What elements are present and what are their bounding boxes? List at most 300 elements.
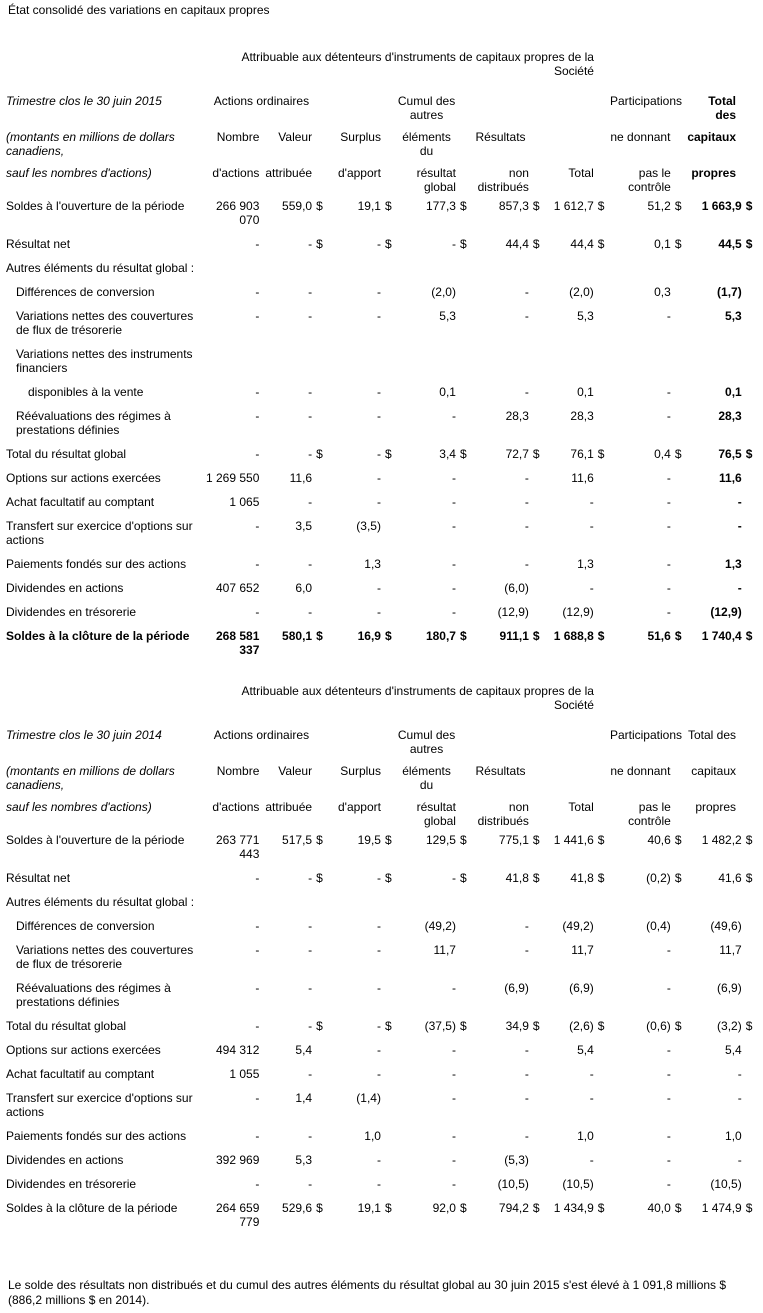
value-cell: 11,6 <box>289 471 313 485</box>
header-total-column: Total <box>568 166 594 180</box>
value-cell: 0,1 <box>577 385 594 399</box>
value-cell: 266 903 070 <box>216 199 260 227</box>
currency-symbol <box>744 938 756 976</box>
value-cell: 794,2 <box>498 1201 529 1215</box>
spacer-cell <box>673 756 685 792</box>
value-cell: 1 434,9 <box>553 1201 594 1215</box>
value-cell: 129,5 <box>425 833 456 847</box>
currency-symbol <box>458 576 470 600</box>
spacer-cell <box>531 122 608 158</box>
header-cumul: Cumul des autres <box>397 94 456 122</box>
value-cell: - <box>524 285 529 299</box>
header-total-column: Total <box>568 800 594 814</box>
value-cell: - <box>308 1129 313 1143</box>
value-cell: - <box>524 309 529 323</box>
value-cell: - <box>376 471 381 485</box>
value-cell: - <box>524 1091 529 1105</box>
value-cell <box>326 890 383 914</box>
currency-symbol: $ <box>384 237 392 251</box>
value-cell: - <box>376 919 381 933</box>
table-row <box>4 1148 756 1172</box>
value-cell: - <box>589 1091 594 1105</box>
value-cell: - <box>451 495 456 509</box>
header-cumul-elements: éléments du <box>402 764 451 792</box>
currency-symbol <box>744 600 756 624</box>
currency-symbol <box>531 576 543 600</box>
value-cell: - <box>376 1067 381 1081</box>
value-cell: - <box>451 1043 456 1057</box>
currency-symbol <box>458 256 470 280</box>
currency-symbol: $ <box>316 629 323 643</box>
value-cell: 1,4 <box>295 1091 313 1105</box>
value-cell: 407 652 <box>216 581 260 595</box>
row-label: Options sur actions exercées <box>6 1043 161 1057</box>
header-valeur: Valeur <box>278 764 313 778</box>
currency-symbol: $ <box>316 237 323 251</box>
currency-symbol <box>383 938 395 976</box>
value-cell <box>261 342 314 380</box>
row-label: Dividendes en actions <box>6 1153 124 1167</box>
currency-symbol <box>596 976 608 1014</box>
currency-symbol <box>314 342 326 380</box>
currency-symbol <box>458 1172 470 1196</box>
value-cell: - <box>737 1153 742 1167</box>
column-header-row <box>4 84 756 122</box>
value-cell: - <box>308 1067 313 1081</box>
value-cell: - <box>524 519 529 533</box>
spacer-cell <box>383 792 395 828</box>
spacer-cell <box>383 122 395 158</box>
table-row <box>4 280 756 304</box>
value-cell: 11,7 <box>571 943 594 957</box>
currency-symbol <box>673 280 685 304</box>
value-cell: - <box>255 1019 260 1033</box>
header-non-distribues: non distribués <box>477 166 529 194</box>
header-resultats: Résultats <box>475 764 526 778</box>
currency-symbol <box>531 552 543 576</box>
currency-symbol <box>673 1086 685 1124</box>
currency-symbol: $ <box>459 871 467 885</box>
spacer-cell <box>383 756 395 792</box>
currency-symbol <box>673 304 685 342</box>
value-cell: 1 269 550 <box>206 471 260 485</box>
currency-symbol: $ <box>674 1201 682 1215</box>
currency-symbol: $ <box>459 447 467 461</box>
currency-symbol <box>314 466 326 490</box>
header-propres: propres <box>695 800 736 814</box>
table-row <box>4 1124 756 1148</box>
value-cell: 1,0 <box>725 1129 742 1143</box>
currency-symbol: $ <box>532 871 540 885</box>
currency-symbol <box>673 576 685 600</box>
currency-symbol <box>596 304 608 342</box>
currency-symbol <box>673 938 685 976</box>
value-cell: - <box>737 495 742 509</box>
value-cell: 1 688,8 <box>553 629 594 643</box>
value-cell <box>685 256 744 280</box>
currency-symbol <box>673 1062 685 1086</box>
value-cell <box>197 256 262 280</box>
value-cell: - <box>451 519 456 533</box>
value-cell: (2,0) <box>569 285 594 299</box>
row-label: Soldes à la clôture de la période <box>6 629 190 643</box>
currency-symbol <box>744 514 756 552</box>
value-cell: 177,3 <box>425 199 456 213</box>
value-cell: - <box>255 919 260 933</box>
value-cell: (5,3) <box>504 1153 529 1167</box>
currency-symbol <box>744 890 756 914</box>
value-cell: 180,7 <box>425 629 456 643</box>
currency-symbol: $ <box>316 1019 323 1033</box>
currency-symbol <box>314 890 326 914</box>
footnote: Le solde des résultats non distribués et du cumul des autres éléments du résultat global au 30 juin 2015 s'est élevé à 1 091,8 millions $ (886,2 millions $ en 2014). <box>8 1278 727 1307</box>
currency-symbol <box>531 380 543 404</box>
currency-symbol <box>596 256 608 280</box>
value-cell: 16,9 <box>357 629 381 643</box>
row-label: Soldes à l'ouverture de la période <box>6 199 185 213</box>
currency-symbol <box>314 514 326 552</box>
value-cell: 517,5 <box>282 833 313 847</box>
table-row <box>4 914 756 938</box>
value-cell: - <box>308 557 313 571</box>
currency-symbol <box>596 1086 608 1124</box>
value-cell: 0,1 <box>725 385 742 399</box>
currency-symbol <box>673 1148 685 1172</box>
value-cell: 1 055 <box>229 1067 260 1081</box>
currency-symbol <box>596 466 608 490</box>
value-cell: (12,9) <box>497 605 529 619</box>
currency-symbol: $ <box>532 1201 540 1215</box>
header-pas-le-controle: pas le contrôle <box>628 166 671 194</box>
value-cell: - <box>255 309 260 323</box>
value-cell: - <box>451 605 456 619</box>
value-cell: 494 312 <box>216 1043 260 1057</box>
header-cumul-elements: éléments du <box>402 130 451 158</box>
spacer-cell <box>673 122 685 158</box>
value-cell: 19,5 <box>357 833 381 847</box>
value-cell: - <box>308 1019 313 1033</box>
currency-symbol: $ <box>745 1019 753 1033</box>
header-dapport: d'apport <box>337 800 381 814</box>
currency-symbol <box>596 914 608 938</box>
value-cell: 5,3 <box>725 309 742 323</box>
value-cell: (12,9) <box>710 605 742 619</box>
row-label: Différences de conversion <box>16 919 155 933</box>
row-label: Transfert sur exercice d'options sur actions <box>6 1091 193 1119</box>
value-cell: 0,3 <box>654 285 671 299</box>
value-cell <box>608 256 673 280</box>
value-cell: 559,0 <box>282 199 313 213</box>
value-cell: (37,5) <box>424 1019 456 1033</box>
spacer-cell <box>458 792 470 828</box>
value-cell: - <box>255 981 260 995</box>
spacer-cell <box>326 718 395 756</box>
header-resultat-global: résultat global <box>416 800 456 828</box>
value-cell: 51,2 <box>647 199 671 213</box>
header-pas-le-controle: pas le contrôle <box>628 800 671 828</box>
currency-symbol <box>596 342 608 380</box>
currency-symbol <box>458 490 470 514</box>
currency-symbol <box>383 514 395 552</box>
currency-symbol <box>744 280 756 304</box>
spacer-cell <box>314 792 326 828</box>
value-cell: - <box>666 943 671 957</box>
row-label: Autres éléments du résultat global : <box>6 261 195 275</box>
currency-symbol <box>673 890 685 914</box>
value-cell: (6,0) <box>504 581 529 595</box>
currency-symbol <box>531 890 543 914</box>
spacer-cell <box>4 50 197 84</box>
row-label: Dividendes en actions <box>6 581 124 595</box>
header-actions-ordinaires: Actions ordinaires <box>213 94 310 108</box>
currency-symbol: $ <box>384 871 392 885</box>
currency-symbol: $ <box>316 447 323 461</box>
currency-symbol <box>458 342 470 380</box>
value-cell: - <box>589 1153 594 1167</box>
value-cell: 11,6 <box>719 471 742 485</box>
value-cell: - <box>255 943 260 957</box>
currency-symbol: $ <box>597 237 605 251</box>
currency-symbol: $ <box>459 199 467 213</box>
currency-symbol: $ <box>459 1019 467 1033</box>
currency-symbol <box>596 1062 608 1086</box>
currency-symbol: $ <box>316 871 323 885</box>
column-header-row <box>4 718 756 756</box>
table-row <box>4 938 756 976</box>
currency-symbol <box>314 280 326 304</box>
period-label: Trimestre clos le 30 juin 2014 <box>6 728 162 742</box>
currency-symbol <box>383 280 395 304</box>
currency-symbol <box>383 304 395 342</box>
currency-symbol <box>383 1148 395 1172</box>
header-resultat-global: résultat global <box>416 166 456 194</box>
value-cell: 44,4 <box>570 237 594 251</box>
currency-symbol <box>744 1038 756 1062</box>
value-cell: - <box>376 237 381 251</box>
value-cell: - <box>376 409 381 423</box>
value-cell: 11,7 <box>719 943 742 957</box>
value-cell: 28,3 <box>570 409 594 423</box>
spacer-cell <box>314 756 326 792</box>
row-label: Transfert sur exercice d'options sur actions <box>6 519 193 547</box>
value-cell: - <box>666 1129 671 1143</box>
value-cell: (1,7) <box>717 285 742 299</box>
value-cell: 41,6 <box>718 871 742 885</box>
column-header-row <box>4 122 756 158</box>
table-row <box>4 194 756 232</box>
spacer-cell <box>458 756 470 792</box>
value-cell: 580,1 <box>282 629 313 643</box>
currency-symbol <box>673 976 685 1014</box>
value-cell: - <box>376 605 381 619</box>
value-cell <box>261 890 314 914</box>
value-cell: - <box>376 285 381 299</box>
value-cell: 41,8 <box>505 871 529 885</box>
currency-symbol <box>531 342 543 380</box>
row-label: Variations nettes des couvertures de flux de trésorerie <box>16 943 194 971</box>
value-cell: - <box>376 871 381 885</box>
value-cell: 392 969 <box>216 1153 260 1167</box>
currency-symbol <box>458 552 470 576</box>
header-attribuee: attribuée <box>265 800 313 814</box>
table-row <box>4 576 756 600</box>
value-cell: - <box>376 1019 381 1033</box>
row-label: Achat facultatif au comptant <box>6 495 155 509</box>
value-cell: 911,1 <box>499 629 529 643</box>
value-cell: 1,3 <box>364 557 381 571</box>
row-label: disponibles à la vente <box>28 385 144 399</box>
spacer-cell <box>531 792 543 828</box>
currency-symbol: $ <box>674 447 682 461</box>
currency-symbol <box>314 404 326 442</box>
value-cell: (3,5) <box>356 519 381 533</box>
value-cell <box>543 342 596 380</box>
value-cell: - <box>308 981 313 995</box>
currency-symbol <box>383 342 395 380</box>
header-ne-donnant: ne donnant <box>610 130 671 144</box>
currency-symbol <box>531 1148 543 1172</box>
value-cell: - <box>255 519 260 533</box>
currency-symbol <box>744 976 756 1014</box>
currency-symbol <box>383 552 395 576</box>
currency-symbol <box>314 1172 326 1196</box>
currency-symbol <box>596 576 608 600</box>
row-label: Total du résultat global <box>6 447 127 461</box>
row-label: Différences de conversion <box>16 285 155 299</box>
equity-table-2014 <box>4 684 756 1234</box>
value-cell: - <box>308 237 313 251</box>
table-row <box>4 552 756 576</box>
table-row <box>4 342 756 380</box>
attribution-header-row <box>4 50 756 84</box>
value-cell: - <box>451 1067 456 1081</box>
row-label: Variations nettes des instruments financiers <box>16 347 193 375</box>
spacer-cell <box>531 158 543 194</box>
currency-symbol: $ <box>674 237 682 251</box>
value-cell: 529,6 <box>282 1201 313 1215</box>
currency-symbol <box>596 1038 608 1062</box>
attribution-header: Attribuable aux détenteurs d'instruments de capitaux propres de la Société <box>241 684 594 712</box>
currency-symbol: $ <box>532 447 540 461</box>
value-cell: - <box>666 1091 671 1105</box>
value-cell: - <box>666 581 671 595</box>
value-cell: - <box>666 471 671 485</box>
currency-symbol <box>314 600 326 624</box>
currency-symbol <box>673 552 685 576</box>
header-actions-ordinaires: Actions ordinaires <box>213 728 310 742</box>
value-cell: (49,6) <box>710 919 742 933</box>
value-cell: 1 740,4 <box>701 629 742 643</box>
value-cell: - <box>308 919 313 933</box>
value-cell: - <box>255 409 260 423</box>
table-row <box>4 890 756 914</box>
value-cell: - <box>589 581 594 595</box>
currency-symbol <box>673 256 685 280</box>
currency-symbol <box>531 1062 543 1086</box>
value-cell: - <box>524 1067 529 1081</box>
currency-symbol <box>744 1148 756 1172</box>
value-cell <box>470 342 531 380</box>
currency-symbol <box>744 1172 756 1196</box>
value-cell: - <box>666 1043 671 1057</box>
currency-symbol <box>673 600 685 624</box>
value-cell: - <box>451 1153 456 1167</box>
currency-symbol <box>383 914 395 938</box>
currency-symbol <box>673 466 685 490</box>
value-cell: (6,9) <box>717 981 742 995</box>
table-row <box>4 256 756 280</box>
header-nombre: Nombre <box>216 130 260 144</box>
currency-symbol <box>383 380 395 404</box>
value-cell: - <box>376 943 381 957</box>
currency-symbol <box>673 490 685 514</box>
currency-symbol <box>744 466 756 490</box>
header-dapport: d'apport <box>337 166 381 180</box>
currency-symbol <box>458 1062 470 1086</box>
currency-symbol: $ <box>384 629 392 643</box>
value-cell: - <box>451 1091 456 1105</box>
value-cell: (6,9) <box>569 981 594 995</box>
currency-symbol <box>314 380 326 404</box>
row-label: Dividendes en trésorerie <box>6 1177 137 1191</box>
currency-symbol <box>458 280 470 304</box>
value-cell: 1 441,6 <box>553 833 594 847</box>
currency-symbol <box>383 1062 395 1086</box>
currency-symbol <box>531 1038 543 1062</box>
header-ne-donnant: ne donnant <box>610 764 671 778</box>
value-cell: - <box>451 1129 456 1143</box>
header-participations: Participations <box>609 728 683 742</box>
currency-symbol <box>531 280 543 304</box>
table-row <box>4 404 756 442</box>
value-cell: - <box>451 557 456 571</box>
value-cell: (10,5) <box>710 1177 742 1191</box>
currency-symbol <box>383 1038 395 1062</box>
value-cell: 1,3 <box>725 557 742 571</box>
value-cell: 76,5 <box>718 447 742 461</box>
currency-symbol <box>458 976 470 1014</box>
value-cell: - <box>451 871 456 885</box>
units-label: (montants en millions de dollars canadiens, <box>6 764 175 792</box>
value-cell: - <box>255 385 260 399</box>
value-cell: - <box>524 1129 529 1143</box>
spacer-cell <box>458 122 470 158</box>
value-cell: - <box>255 237 260 251</box>
value-cell: 1,3 <box>577 557 594 571</box>
value-cell: - <box>308 495 313 509</box>
value-cell: - <box>308 385 313 399</box>
table-row <box>4 466 756 490</box>
currency-symbol <box>744 490 756 514</box>
table-row <box>4 1014 756 1038</box>
row-label: Achat facultatif au comptant <box>6 1067 155 1081</box>
currency-symbol <box>744 404 756 442</box>
currency-symbol <box>744 552 756 576</box>
currency-symbol: $ <box>459 629 467 643</box>
currency-symbol <box>673 1038 685 1062</box>
currency-symbol <box>458 1148 470 1172</box>
currency-symbol <box>314 256 326 280</box>
currency-symbol <box>458 514 470 552</box>
row-label: Options sur actions exercées <box>6 471 161 485</box>
value-cell: - <box>255 557 260 571</box>
currency-symbol <box>673 380 685 404</box>
spacer-cell <box>314 158 326 194</box>
currency-symbol: $ <box>745 199 753 213</box>
value-cell: 41,8 <box>570 871 594 885</box>
value-cell: 1 663,9 <box>701 199 742 213</box>
spacer-cell <box>608 50 756 84</box>
